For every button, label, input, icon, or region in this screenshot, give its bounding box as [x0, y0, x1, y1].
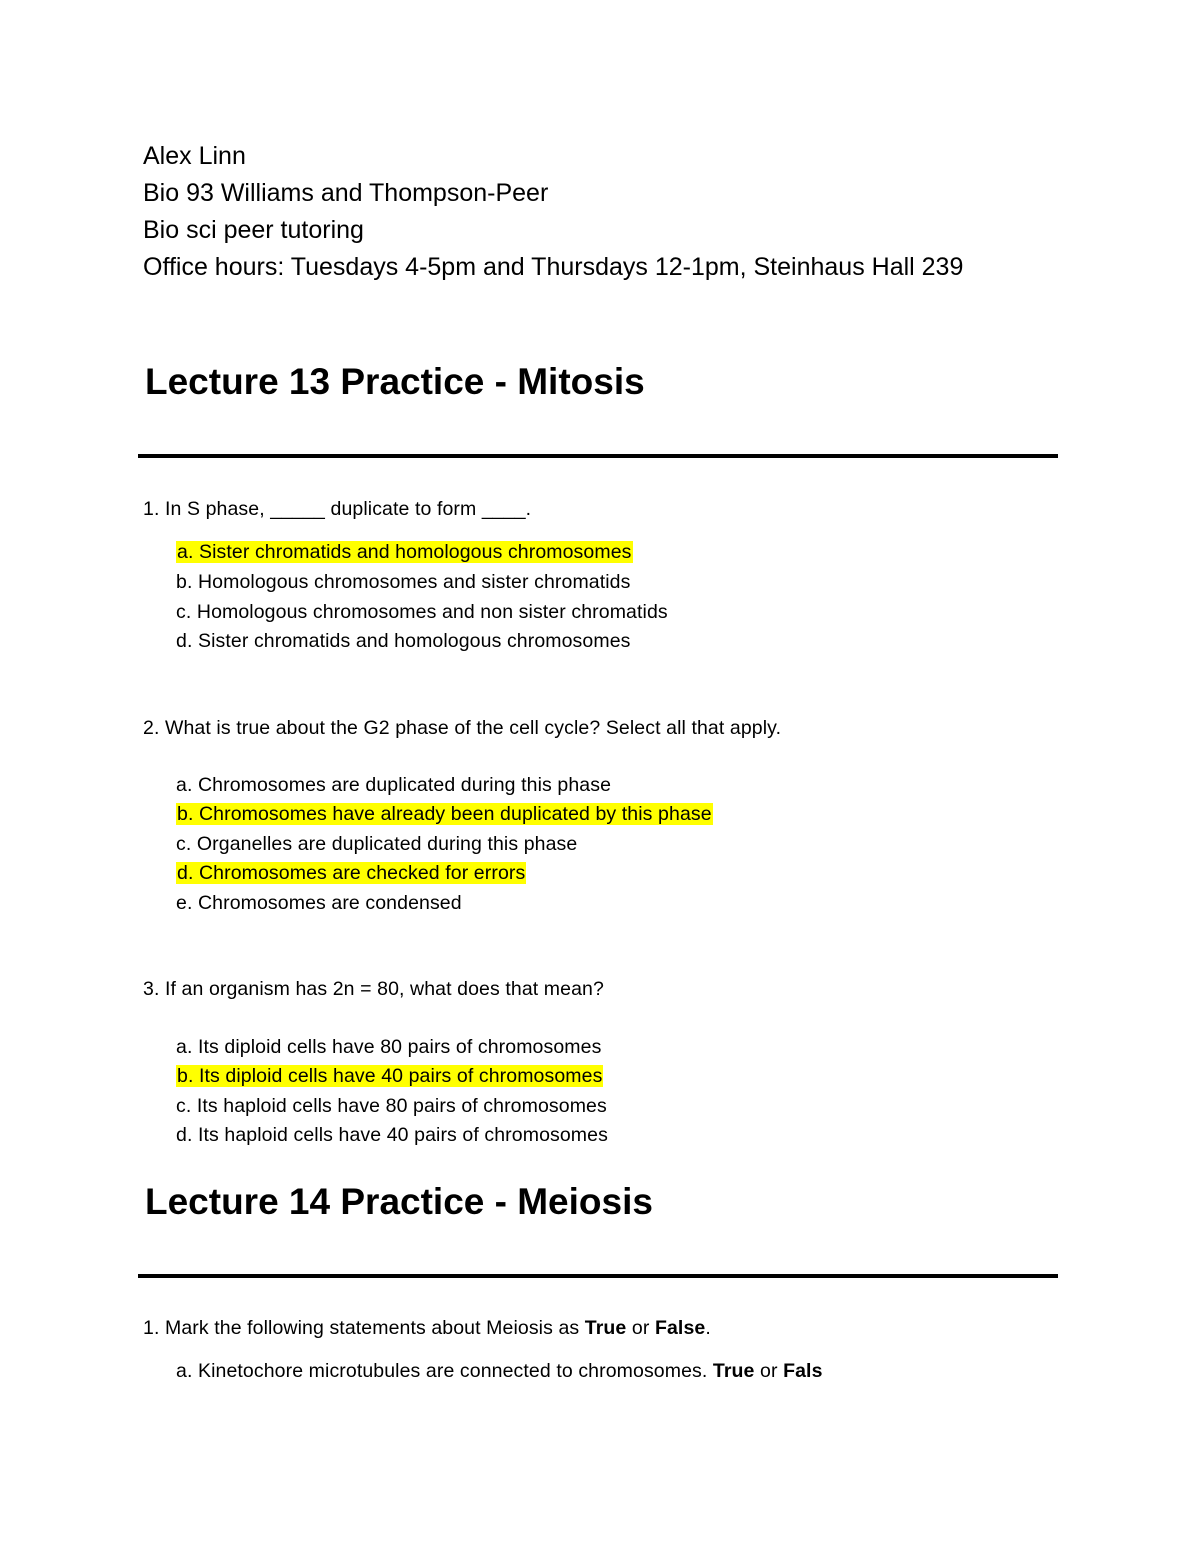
question-suffix: . [705, 1317, 711, 1339]
q1-option-c: c. Homologous chromosomes and non sister chromatids [176, 601, 668, 623]
office-hours: Office hours: Tuesdays 4-5pm and Thursdays 12-1pm, Steinhaus Hall 239 [143, 253, 964, 281]
meiosis-option-a [176, 1359, 823, 1383]
q3-option-a: a. Its diploid cells have 80 pairs of chromosomes [176, 1036, 602, 1058]
q3-option-c: c. Its haploid cells have 80 pairs of chromosomes [176, 1095, 607, 1117]
q1-option-b: b. Homologous chromosomes and sister chromatids [176, 571, 631, 593]
false-word: False [654, 1317, 706, 1339]
question-2-text: 2. What is true about the G2 phase of the cell cycle? Select all that apply. [143, 717, 782, 739]
q2-option-d [176, 861, 526, 885]
q2-option-c: c. Organelles are duplicated during this phase [176, 833, 578, 855]
q3-option-b [176, 1064, 603, 1088]
highlighted-answer: d. Chromosomes are checked for errors [177, 862, 526, 884]
q1-option-a [176, 540, 633, 564]
true-word: True [584, 1317, 627, 1339]
q3-option-d: d. Its haploid cells have 40 pairs of chromosomes [176, 1124, 608, 1146]
highlighted-answer: b. Its diploid cells have 40 pairs of chromosomes [177, 1065, 603, 1087]
q2-option-b [176, 802, 713, 826]
highlighted-answer: a. Sister chromatids and homologous chromosomes [177, 541, 632, 563]
section-divider [138, 1274, 1058, 1278]
question-3-text: 3. If an organism has 2n = 80, what does that mean? [143, 978, 604, 1000]
lecture-13-title: Lecture 13 Practice - Mitosis [145, 361, 645, 402]
question-1-text [143, 1316, 711, 1340]
q2-option-a: a. Chromosomes are duplicated during this phase [176, 774, 612, 796]
statement-text: a. Kinetochore microtubules are connected to chromosomes. [176, 1360, 713, 1382]
author-name: Alex Linn [143, 142, 246, 170]
q2-option-e: e. Chromosomes are condensed [176, 892, 462, 914]
or-word: or [626, 1317, 655, 1339]
q1-option-d: d. Sister chromatids and homologous chromosomes [176, 630, 631, 652]
question-text: 1. Mark the following statements about Meiosis as [143, 1317, 585, 1339]
false-word: Fals [783, 1360, 823, 1382]
course-name: Bio 93 Williams and Thompson-Peer [143, 179, 549, 207]
lecture-14-title: Lecture 14 Practice - Meiosis [145, 1181, 653, 1222]
section-divider [138, 454, 1058, 458]
or-word: or [754, 1360, 784, 1382]
question-1-text: 1. In S phase, _____ duplicate to form ____. [143, 498, 532, 520]
true-word: True [712, 1360, 755, 1382]
highlighted-answer: b. Chromosomes have already been duplicated by this phase [177, 803, 712, 825]
program-name: Bio sci peer tutoring [143, 216, 364, 244]
